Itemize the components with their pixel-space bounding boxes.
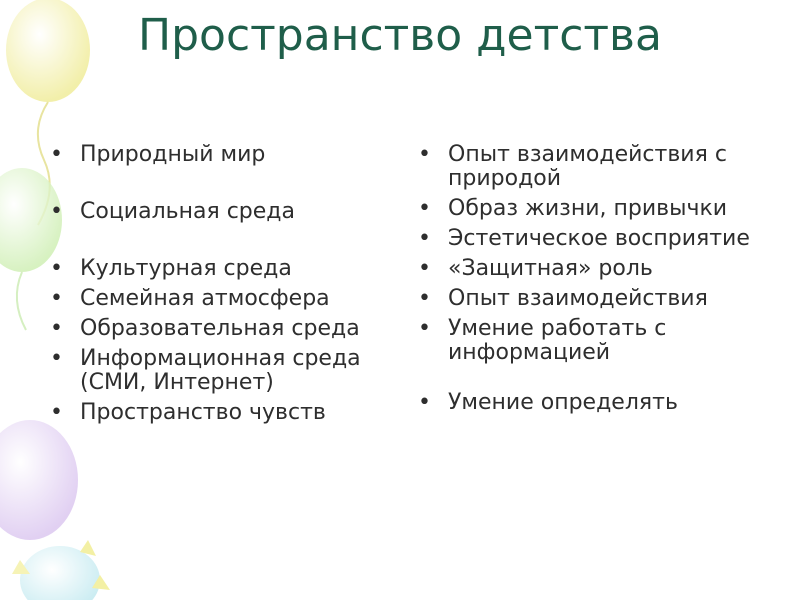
list-item	[50, 401, 380, 425]
bullet-icon: •	[418, 316, 431, 341]
bullet-icon: •	[418, 286, 431, 311]
list-item	[418, 143, 778, 191]
bullet-icon: •	[418, 390, 431, 415]
list-item-text: Умение определять	[448, 390, 678, 415]
list-item-text: Культурная среда	[80, 256, 292, 281]
list-item-text: Образ жизни, привычки	[448, 196, 728, 221]
bullet-icon: •	[50, 142, 63, 167]
list-item	[50, 200, 380, 224]
bullet-icon: •	[50, 400, 63, 425]
list-item	[50, 143, 380, 167]
list-item	[50, 257, 380, 281]
list-item-text: Пространство чувств	[80, 400, 326, 425]
list-item-text: Умение работать с информацией	[448, 316, 667, 365]
list-item	[50, 317, 380, 341]
list-item-text: Природный мир	[80, 142, 266, 167]
bullet-icon: •	[418, 142, 431, 167]
bullet-icon: •	[50, 256, 63, 281]
slide-title: Пространство детства	[138, 10, 662, 61]
list-item-text: Образовательная среда	[80, 316, 360, 341]
list-item	[418, 317, 778, 365]
bullet-icon: •	[418, 256, 431, 281]
balloon-lilac	[0, 420, 78, 540]
list-item	[418, 257, 778, 281]
bullet-icon: •	[50, 199, 63, 224]
balloon-string	[17, 272, 26, 330]
list-item-text: Семейная атмосфера	[80, 286, 330, 311]
list-item	[418, 391, 778, 415]
list-item	[418, 197, 778, 221]
right-bullet-list	[418, 143, 778, 421]
list-item-text: Опыт взаимодействия	[448, 286, 708, 311]
list-item-text: Социальная среда	[80, 199, 295, 224]
balloon-cyan	[20, 546, 100, 600]
bullet-icon: •	[50, 346, 63, 371]
bullet-icon: •	[50, 286, 63, 311]
list-item-text: Эстетическое восприятие	[448, 226, 750, 251]
bullet-icon: •	[418, 226, 431, 251]
list-item	[50, 347, 380, 395]
list-item	[418, 227, 778, 251]
list-item-text: Информационная среда (СМИ, Интернет)	[80, 346, 361, 395]
list-item-text: «Защитная» роль	[448, 256, 653, 281]
list-item	[418, 287, 778, 311]
list-item	[50, 287, 380, 311]
bullet-icon: •	[50, 316, 63, 341]
left-bullet-list	[50, 143, 380, 431]
list-item-text: Опыт взаимодействия с природой	[448, 142, 727, 191]
bullet-icon: •	[418, 196, 431, 221]
